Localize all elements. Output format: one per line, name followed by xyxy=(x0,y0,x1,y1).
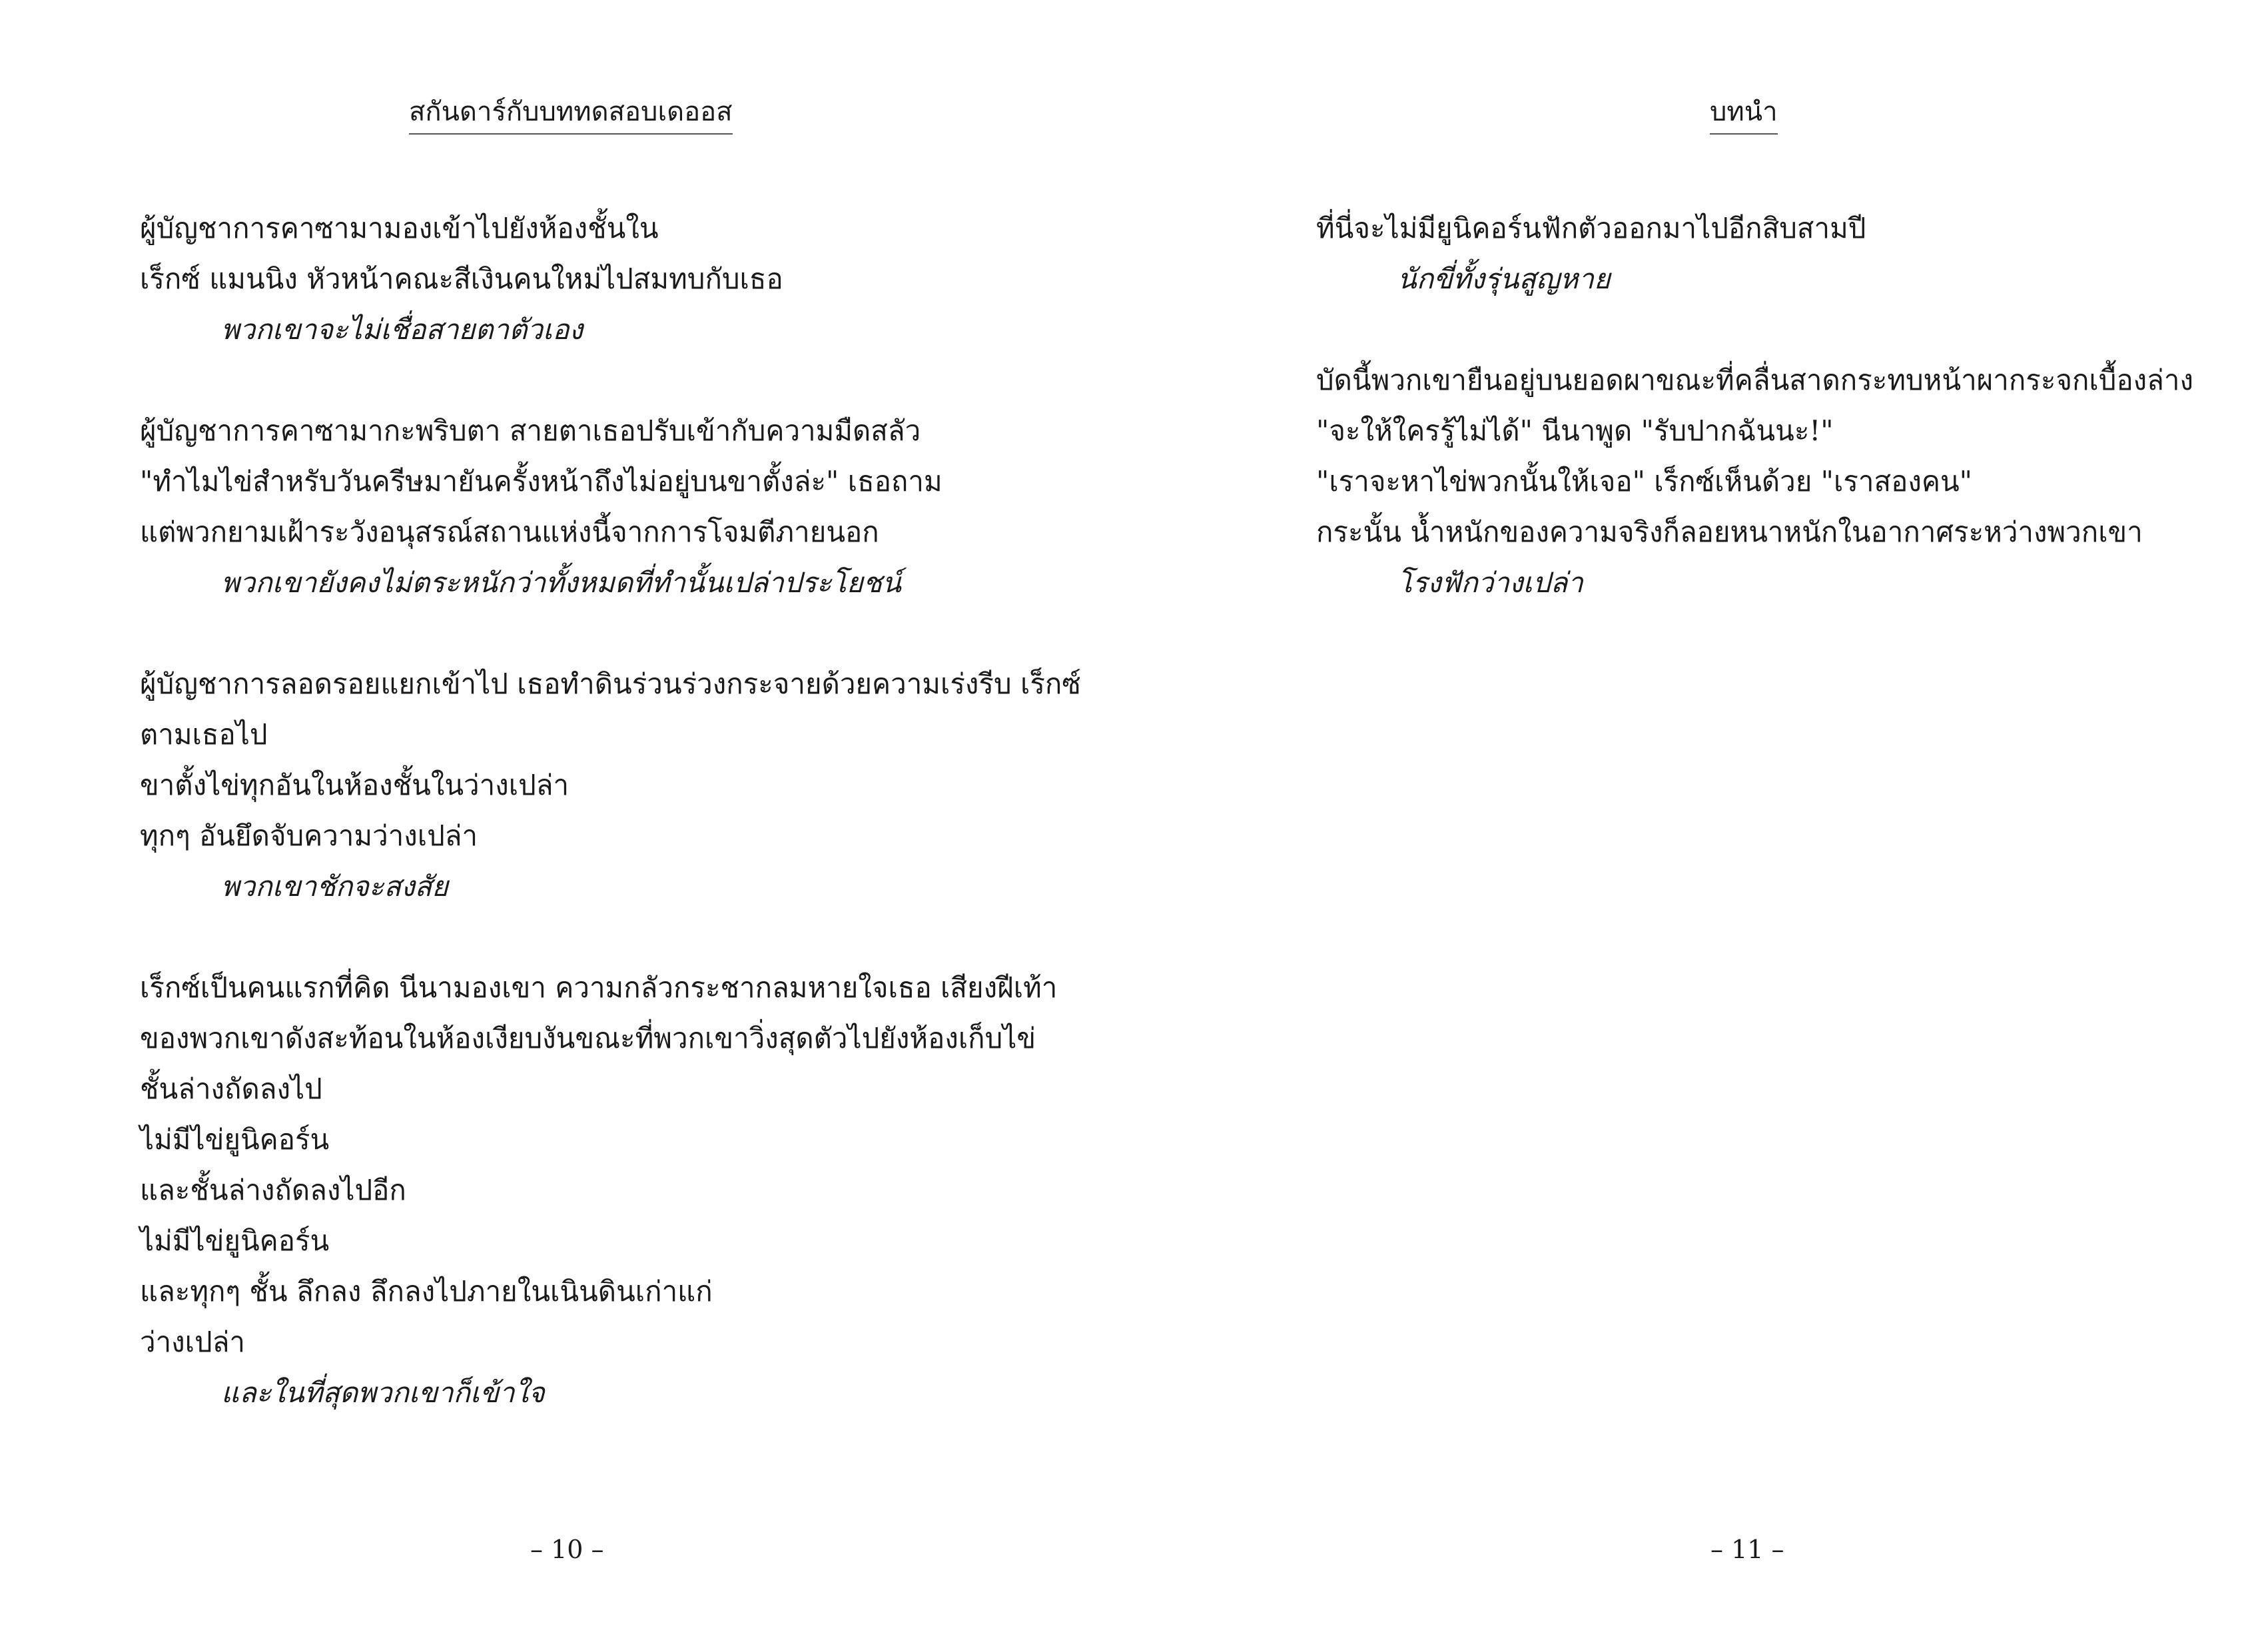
text-line: "เราจะหาไข่พวกนั้นให้เจอ" เร็กซ์เห็นด้วย "เราสองคน" xyxy=(1316,465,1972,498)
italic-refrain-line: พวกเขาชักจะสงสัย xyxy=(221,870,448,903)
text-line: ผู้บัญชาการลอดรอยแยกเข้าไป เธอทำดินร่วนร่วงกระจายด้วยความเร่งรีบ เร็กซ์ xyxy=(140,667,1081,700)
italic-refrain-line: และในที่สุดพวกเขาก็เข้าใจ xyxy=(221,1376,545,1409)
text-line: เร็กซ์เป็นคนแรกที่คิด นีนามองเขา ความกลัวกระชากลมหายใจเธอ เสียงฝีเท้า xyxy=(140,971,1058,1004)
text-line: ตามเธอไป xyxy=(140,718,268,751)
text-line: ชั้นล่างถัดลงไป xyxy=(140,1072,322,1105)
italic-refrain-line: โรงฟักว่างเปล่า xyxy=(1397,566,1583,599)
text-line: และชั้นล่างถัดลงไปอีก xyxy=(140,1174,406,1206)
text-line: ผู้บัญชาการคาซามามองเข้าไปยังห้องชั้นใน xyxy=(140,212,659,244)
italic-refrain-line: นักขี่ทั้งรุ่นสูญหาย xyxy=(1397,262,1611,295)
text-line: ทุกๆ อันยึดจับความว่างเปล่า xyxy=(140,819,478,852)
text-line: ไม่มีไข่ยูนิคอร์น xyxy=(140,1123,330,1156)
right-page xyxy=(1125,0,2250,1652)
text-line: ผู้บัญชาการคาซามากะพริบตา สายตาเธอปรับเข้ากับความมืดสลัว xyxy=(140,414,921,447)
page-number-left: – 10 – xyxy=(530,1535,604,1564)
text-line: กระนั้น น้ำหนักของความจริงก็ลอยหนาหนักในอากาศระหว่างพวกเขา xyxy=(1316,516,2143,548)
page-number-right: – 11 – xyxy=(1710,1535,1784,1564)
italic-refrain-line: พวกเขาจะไม่เชื่อสายตาตัวเอง xyxy=(221,313,583,346)
text-line: ว่างเปล่า xyxy=(140,1326,246,1358)
running-head-right: บทนำ xyxy=(1710,93,1778,135)
text-line: ที่นี่จะไม่มียูนิคอร์นฟักตัวออกมาไปอีกสิบสามปี xyxy=(1316,212,1866,244)
text-line: "จะให้ใครรู้ไม่ได้" นีนาพูด "รับปากฉันนะ!" xyxy=(1316,414,1834,447)
text-line: เร็กซ์ แมนนิง หัวหน้าคณะสีเงินคนใหม่ไปสมทบกับเธอ xyxy=(140,262,783,295)
stanza-gap xyxy=(140,912,1019,963)
stanza-gap xyxy=(140,355,1019,406)
text-line: แต่พวกยามเฝ้าระวังอนุสรณ์สถานแห่งนี้จากการโจมตีภายนอก xyxy=(140,516,879,548)
text-line: และทุกๆ ชั้น ลึกลง ลึกลงไปภายในเนินดินเก่าแก่ xyxy=(140,1275,713,1308)
stanza-gap xyxy=(1316,304,2182,355)
text-line: ไม่มีไข่ยูนิคอร์น xyxy=(140,1224,330,1257)
text-line: บัดนี้พวกเขายืนอยู่บนยอดผาขณะที่คลื่นสาดกระทบหน้าผากระจกเบื้องล่าง xyxy=(1316,364,2194,396)
text-line: "ทำไมไข่สำหรับวันครีษมายันครั้งหน้าถึงไม่อยู่บนขาตั้งล่ะ" เธอถาม xyxy=(140,465,942,498)
italic-refrain-line: พวกเขายังคงไม่ตระหนักว่าทั้งหมดที่ทำนั้นเปล่าประโยชน์ xyxy=(221,566,901,599)
stanza-gap xyxy=(140,608,1019,659)
left-body-text xyxy=(140,203,1081,1418)
text-line: ขาตั้งไข่ทุกอันในห้องชั้นในว่างเปล่า xyxy=(140,769,569,801)
text-line: ของพวกเขาดังสะท้อนในห้องเงียบงันขณะที่พวกเขาวิ่งสุดตัวไปยังห้องเก็บไข่ xyxy=(140,1022,1036,1054)
right-body-text xyxy=(1316,203,2194,608)
running-head-left: สกันดาร์กับบททดสอบเดออส xyxy=(409,93,733,135)
